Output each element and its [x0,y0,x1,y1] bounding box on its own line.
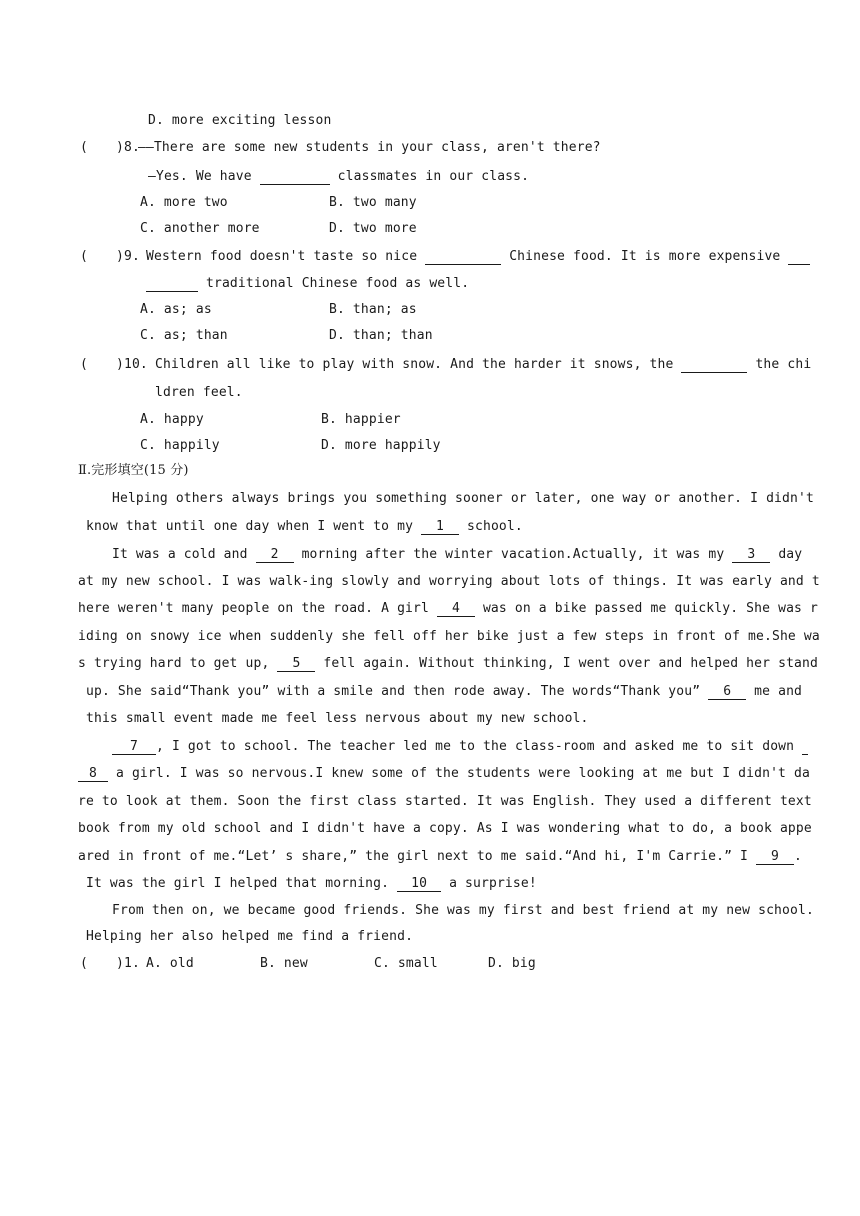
passage-text: fell again. Without thinking, I went over and helped her stand [323,656,818,671]
q10-blank[interactable] [681,357,747,373]
q8-answer-line [148,168,529,186]
passage-line [78,655,818,673]
q10-option-c: C. happily [140,438,220,453]
q7-option-d: D. more exciting lesson [148,113,332,128]
passage-line: this small event made me feel less nervous about my new school. [86,711,589,726]
cloze-q1-option-c: C. small [374,956,438,971]
passage-text: up. She said“Thank you” with a smile and then rode away. The words“Thank you” [86,684,701,699]
q9-option-d: D. than; than [329,328,433,343]
cloze-blank-5[interactable]: 5 [277,656,315,672]
q8-question: ——There are some new students in your class, aren't there? [138,140,601,155]
q10-text-2: the chi [755,357,812,372]
q9-option-a: A. as; as [140,302,212,317]
cloze-blank-8-lead [802,739,808,755]
question-number: )8. [116,140,140,155]
cloze-blank-7[interactable]: 7 [112,739,156,755]
cloze-blank-1[interactable]: 1 [421,519,459,535]
question-number: )1. [116,956,140,971]
passage-line [86,518,523,536]
q8-answer-pre: —Yes. We have [148,169,252,184]
q8-option-c: C. another more [140,221,260,236]
cloze-blank-8[interactable]: 8 [78,766,108,782]
passage-text: ared in front of me.“Let’ s share,” the girl next to me said.“And hi, I'm Carrie.” I [78,849,749,864]
passage-text: a surprise! [449,876,537,891]
question-number: )9. [116,249,140,264]
q8-option-b: B. two many [329,195,417,210]
cloze-blank-2[interactable]: 2 [256,547,294,563]
answer-paren: ( [80,956,88,971]
passage-text: morning after the winter vacation.Actually, it was my [301,547,725,562]
q9-text-1: Western food doesn't taste so nice [146,249,418,264]
q10-text-3: ldren feel. [155,385,243,400]
q9-blank-2[interactable] [788,249,810,265]
passage-text: here weren't many people on the road. A girl [78,601,429,616]
cloze-blank-9[interactable]: 9 [756,849,794,865]
passage-text: , I got to school. The teacher led me to the class-room and asked me to sit down [156,739,795,754]
q8-option-d: D. two more [329,221,417,236]
passage-line [78,765,810,783]
cloze-blank-10[interactable]: 10 [397,876,441,892]
passage-line [78,600,818,618]
passage-line: Helping others always brings you something sooner or later, one way or another. I didn't [112,491,814,506]
cloze-q1-option-a: A. old [146,956,194,971]
passage-text: know that until one day when I went to my [86,519,414,534]
cloze-q1-option-b: B. new [260,956,308,971]
q8-option-a: A. more two [140,195,228,210]
passage-line: ared in front of me.“Let’ s share,” the girl next to me said.“And hi, I'm Carrie.” I 9 . [78,849,803,864]
answer-paren: ( [80,357,88,372]
passage-line: re to look at them. Soon the first class started. It was English. They used a different text [78,794,812,809]
q10-text-1: Children all like to play with snow. And the harder it snows, the [155,357,674,372]
passage-text: me and [754,684,803,699]
passage-line [86,875,537,893]
passage-text: school. [467,519,523,534]
passage-line [86,683,802,701]
q10-option-d: D. more happily [321,438,441,453]
passage-line [112,546,802,564]
passage-line: From then on, we became good friends. She was my first and best friend at my new school. [112,903,814,918]
passage-text: a girl. I was so nervous.I knew some of the students were looking at me but I didn't da [115,766,810,781]
q10-line-1 [155,356,811,374]
q9-text-3: traditional Chinese food as well. [205,276,470,291]
q9-line-1 [146,248,810,266]
q9-text-2: Chinese food. It is more expensive [509,249,781,264]
cloze-blank-3[interactable]: 3 [732,547,770,563]
q9-option-b: B. than; as [329,302,417,317]
passage-text: day [778,547,803,562]
cloze-blank-6[interactable]: 6 [708,684,746,700]
q8-blank[interactable] [260,169,330,185]
cloze-blank-4[interactable]: 4 [437,601,475,617]
passage-text: was on a bike passed me quickly. She was r [482,601,818,616]
q9-line-2 [146,275,469,293]
answer-paren: ( [80,249,88,264]
passage-text: It was a cold and [112,547,248,562]
passage-text: s trying hard to get up, [78,656,270,671]
q9-option-c: C. as; than [140,328,228,343]
passage-line: Helping her also helped me find a friend. [86,929,414,944]
passage-line: iding on snowy ice when suddenly she fell off her bike just a few steps in front of me.She wa [78,629,820,644]
cloze-q1-option-d: D. big [488,956,536,971]
answer-paren: ( [80,140,88,155]
passage-line: book from my old school and I didn't have a copy. As I was wondering what to do, a book appe [78,821,812,836]
passage-line [112,738,808,756]
passage-line: at my new school. I was walk-ing slowly and worrying about lots of things. It was early and t [78,574,820,589]
q10-option-b: B. happier [321,412,401,427]
q8-answer-post: classmates in our class. [337,169,530,184]
section-heading: Ⅱ.完形填空(15 分) [78,463,189,478]
q10-option-a: A. happy [140,412,204,427]
q9-blank-2-cont [146,276,198,292]
passage-text: It was the girl I helped that morning. [86,876,390,891]
question-number: )10. [116,357,148,372]
q9-blank-1[interactable] [425,249,501,265]
